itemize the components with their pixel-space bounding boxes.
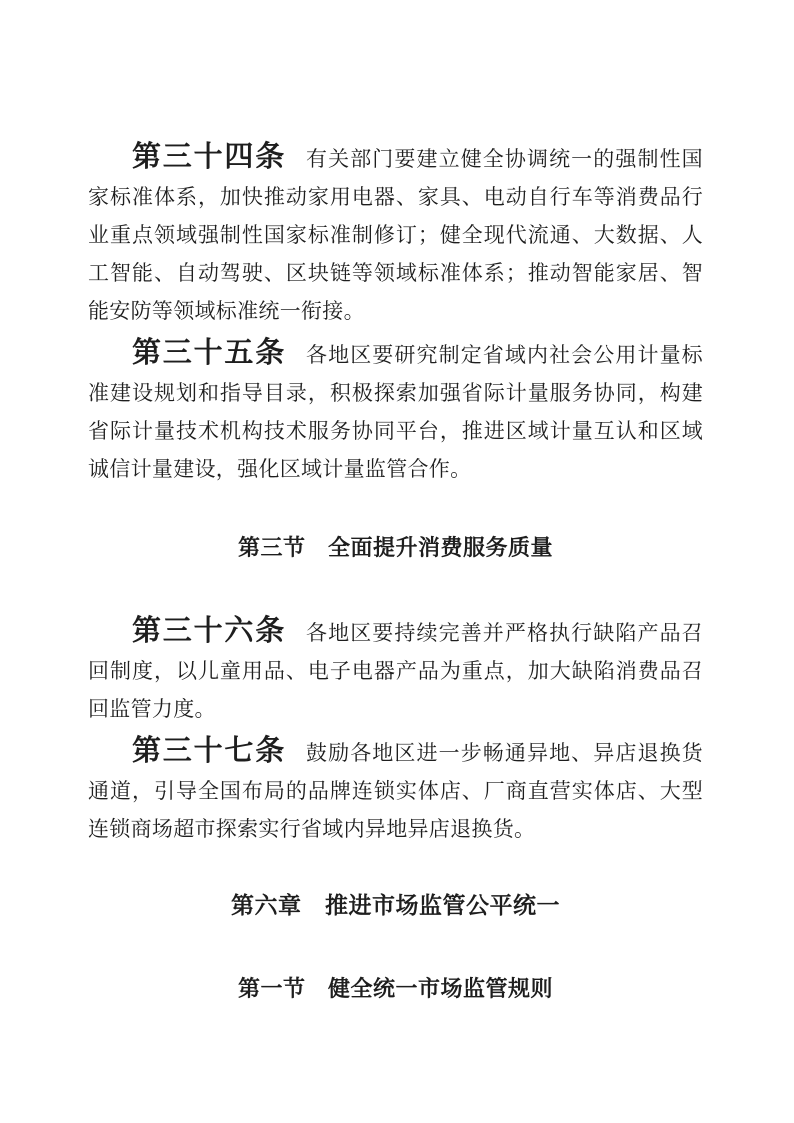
article-number-36: 第三十六条 — [132, 615, 286, 647]
article-text-37: 鼓励各地区进一步畅通异地、异店退换货通道，引导全国布局的品牌连锁实体店、厂商直营实体店、大型连锁商场超市探索实行省域内异地异店退换货。 — [88, 741, 703, 841]
article-text-35: 各地区要研究制定省域内社会公用计量标准建设规划和指导目录，积极探索加强省际计量服务协同，构建省际计量技术机构技术服务协同平台，推进区域计量互认和区域诚信计量建设，强化区域计量监管合作。 — [88, 343, 703, 481]
article-number-37: 第三十七条 — [132, 735, 286, 767]
article-number-35: 第三十五条 — [132, 337, 286, 369]
article-paragraph-36 — [88, 612, 703, 728]
chapter-heading-6: 第六章 推进市场监管公平统一 — [231, 893, 560, 918]
article-number-34: 第三十四条 — [132, 141, 286, 173]
article-paragraph-35 — [88, 334, 703, 488]
section-heading-3: 第三节 全面提升消费服务质量 — [237, 535, 553, 560]
article-paragraph-34 — [88, 138, 703, 330]
article-text-34: 有关部门要建立健全协调统一的强制性国家标准体系，加快推动家用电器、家具、电动自行车等消费品行业重点领域强制性国家标准制修订；健全现代流通、大数据、人工智能、自动驾驶、区块链等领域标准体系；推动智能家居、智能安防等领域标准统一衔接。 — [88, 147, 703, 323]
section-heading-1: 第一节 健全统一市场监管规则 — [237, 976, 553, 1001]
article-text-36: 各地区要持续完善并严格执行缺陷产品召回制度，以儿童用品、电子电器产品为重点，加大缺陷消费品召回监管力度。 — [88, 621, 703, 721]
article-paragraph-37 — [88, 732, 703, 848]
